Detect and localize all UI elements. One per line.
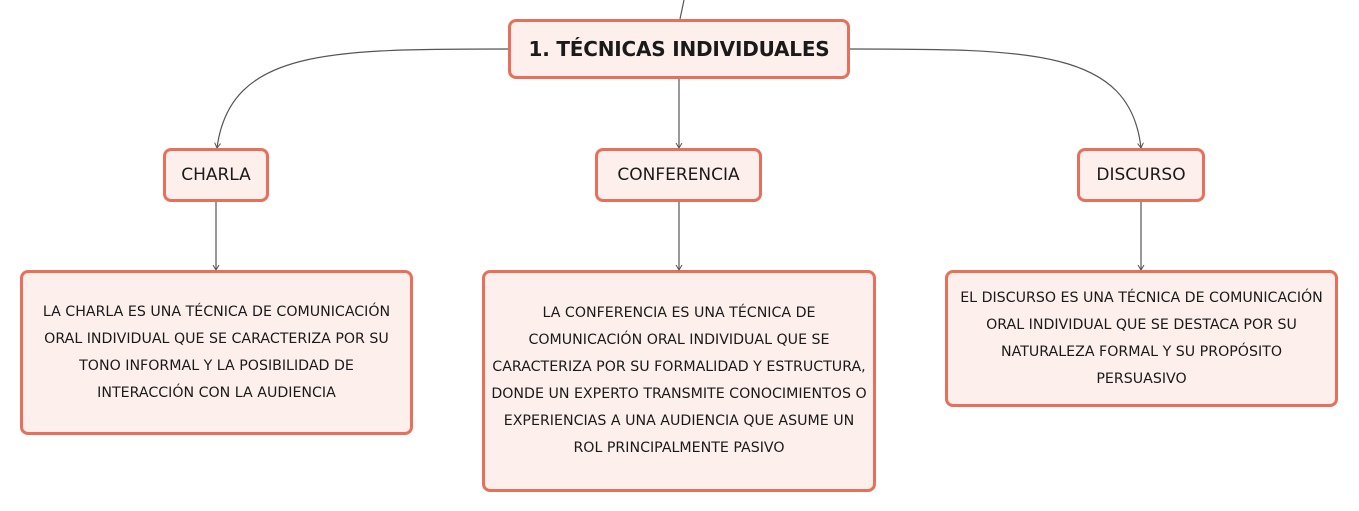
topic-node-charla[interactable] (163, 148, 269, 202)
parent-connector (680, 0, 684, 19)
description-text-discurso: EL DISCURSO ES UNA TÉCNICA DE COMUNICACIÓN ORAL INDIVIDUAL QUE SE DESTACA POR SU NATURALEZA FORMAL Y SU PROPÓSITO PERSUASIVO (960, 289, 1323, 387)
description-node-conferencia[interactable] (482, 270, 876, 492)
topic-label-charla: CHARLA (181, 165, 251, 185)
root-node-label: 1. TÉCNICAS INDIVIDUALES (528, 37, 830, 61)
topic-label-conferencia: CONFERENCIA (617, 165, 740, 185)
description-node-discurso[interactable] (945, 270, 1338, 407)
description-node-charla[interactable] (20, 270, 413, 435)
description-text-charla: LA CHARLA ES UNA TÉCNICA DE COMUNICACIÓN ORAL INDIVIDUAL QUE SE CARACTERIZA POR SU TONO INFORMAL Y LA POSIBILIDAD DE INTERACCIÓN CON LA AUDIENCIA (42, 303, 391, 401)
root-node[interactable] (508, 19, 850, 79)
topic-node-conferencia[interactable] (595, 148, 762, 202)
connector-root-discurso (850, 49, 1141, 148)
description-text-conferencia: LA CONFERENCIA ES UNA TÉCNICA DE COMUNICACIÓN ORAL INDIVIDUAL QUE SE CARACTERIZA POR SU FORMALIDAD Y ESTRUCTURA, DONDE UN EXPERTO TRANSMITE CONOCIMIENTOS O EXPERIENCIAS A UNA AUDIENCIA QUE ASUME UN ROL PRINCIPALMENTE PASIVO (491, 305, 867, 456)
topic-label-discurso: DISCURSO (1096, 165, 1186, 185)
connector-root-charla (217, 49, 508, 148)
topic-node-discurso[interactable] (1077, 148, 1205, 202)
